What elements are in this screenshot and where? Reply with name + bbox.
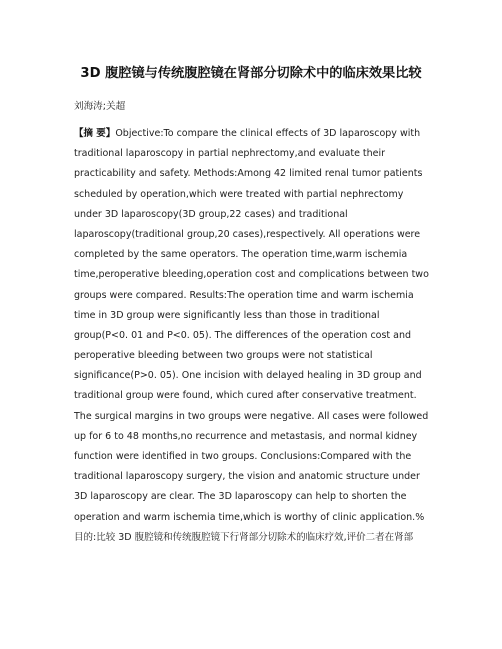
abstract-line: up for 6 to 48 months,no recurrence and metastasis, and normal kidney [74, 430, 418, 442]
abstract-label: 【摘 要】 [74, 128, 116, 139]
abstract-line: 3D laparoscopy are clear. The 3D laparoscopy can help to shorten the [74, 491, 407, 503]
document-title: 3D 腹腔镜与传统腹腔镜在肾部分切除术中的临床效果比较 [80, 66, 422, 81]
author-list: 刘海涛;关超 [74, 101, 126, 112]
abstract-line: completed by the same operators. The operation time,warm ischemia [74, 249, 408, 261]
abstract-line: function were identified in two groups. Conclusions:Compared with the [74, 451, 412, 462]
abstract-line: time,peroperative bleeding,operation cost and complications between two [74, 269, 429, 281]
abstract-line: peroperative bleeding between two groups were not statistical [74, 350, 373, 362]
abstract-line [74, 124, 432, 144]
abstract-line: time in 3D group were significantly less than those in traditional [74, 309, 380, 321]
abstract-line: traditional group were found, which cured after conservative treatment. [74, 390, 417, 402]
abstract-line: traditional laparoscopy surgery, the vision and anatomic structure under [74, 471, 420, 483]
abstract-line-text: Objective:To compare the clinical effects of 3D laparoscopy with [115, 128, 421, 139]
abstract-line: practicability and safety. Methods:Among 42 limited renal tumor patients [74, 168, 423, 180]
abstract-line: traditional laparoscopy in partial nephrectomy,and evaluate their [74, 148, 386, 160]
abstract-line: group(P<0. 01 and P<0. 05). The differences of the operation cost and [74, 329, 412, 341]
abstract-line: under 3D laparoscopy(3D group,22 cases) and traditional [74, 208, 348, 220]
abstract-line: scheduled by operation,which were treated with partial nephrectomy [74, 188, 404, 200]
abstract-block [74, 124, 432, 548]
abstract-line: significance(P>0. 05). One incision with delayed healing in 3D group and [74, 370, 422, 382]
abstract-line: operation and warm ischemia time,which is worthy of clinic application.% [74, 511, 425, 523]
abstract-line: The surgical margins in two groups were negative. All cases were followed [74, 410, 429, 422]
abstract-line: laparoscopy(traditional group,20 cases),respectively. All operations were [74, 228, 421, 240]
abstract-line: groups were compared. Results:The operation time and warm ischemia [74, 289, 414, 301]
abstract-line: 目的:比较 3D 腹腔镜和传统腹腔镜下行肾部分切除术的临床疗效,评价二者在肾部 [74, 531, 414, 543]
